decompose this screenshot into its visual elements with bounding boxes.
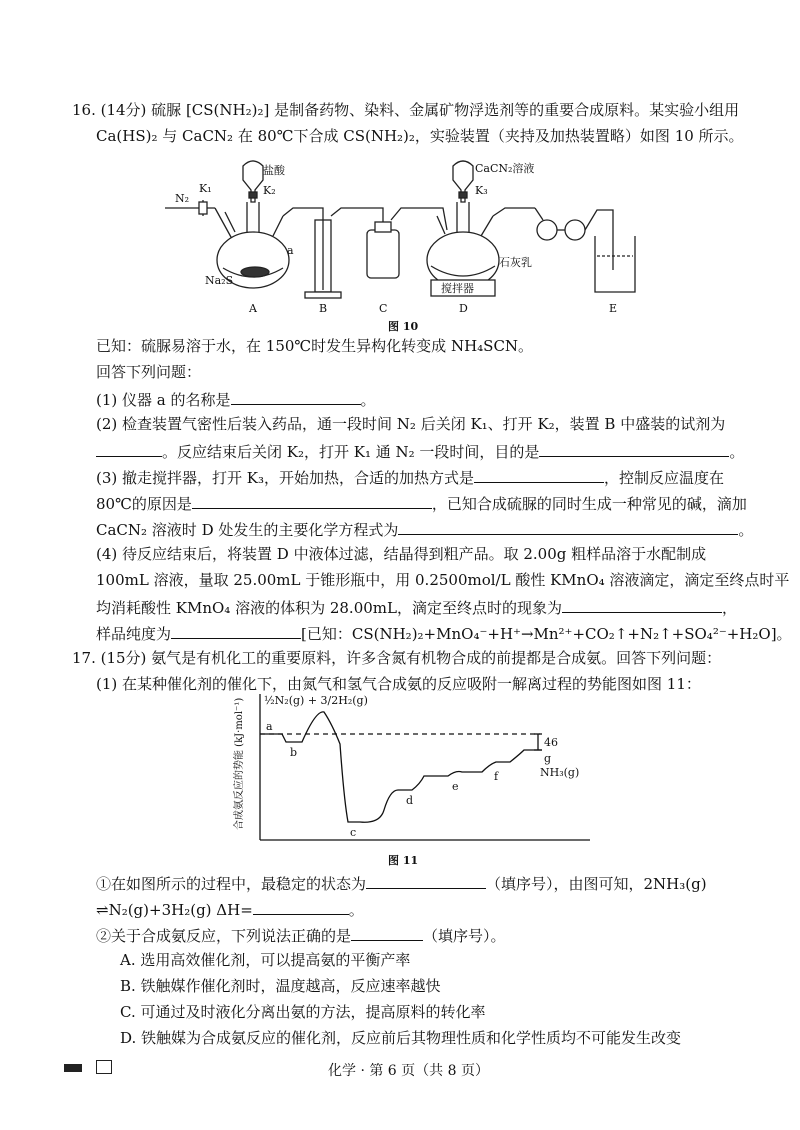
q16-p4-blank2[interactable] (171, 622, 301, 639)
option-b[interactable]: B. 铁触媒作催化剂时，温度越高，反应速率越快 (120, 977, 441, 995)
q16-p4c-end: ， (721, 599, 737, 617)
q16-p4d (96, 622, 792, 644)
q16-p3a (96, 466, 724, 488)
state-f: f (494, 770, 499, 783)
state-c: c (350, 826, 357, 839)
q16-p3-blank2[interactable] (192, 492, 432, 509)
q16-p2-blank1[interactable] (96, 440, 162, 457)
label-C: C (379, 302, 388, 315)
energy-diagram-figure-11 (220, 690, 600, 850)
label-acid: 盐酸 (263, 164, 285, 177)
q16-p3a-text: (3) 撤走搅拌器，打开 K₃，开始加热，合适的加热方式是 (96, 469, 475, 487)
q16-p3b-text: 80℃的原因是 (96, 495, 192, 513)
label-k1: K₁ (199, 182, 212, 195)
state-e: e (452, 780, 459, 793)
option-d[interactable]: D. 铁触媒为合成氨反应的催化剂，反应前后其物理性质和化学性质均不可能发生改变 (120, 1029, 682, 1047)
q16-p2-blank2[interactable] (539, 440, 729, 457)
q17-q1a-text: ①在如图所示的过程中，最稳定的状态为 (96, 875, 367, 893)
state-d: d (406, 794, 414, 807)
label-A: A (249, 302, 257, 315)
label-cacn2: CaCN₂溶液 (475, 162, 535, 175)
q17-q1a-mid: （填序号），由图可知，2NH₃(g) (486, 875, 707, 893)
q17-q1a-blank[interactable] (366, 872, 486, 889)
label-E: E (609, 302, 618, 315)
label-B: B (319, 302, 328, 315)
label-k2: K₂ (263, 184, 276, 197)
label-n2: N₂ (175, 192, 190, 205)
q16-p1-end: 。 (360, 391, 376, 409)
q16-p3b-end: ，已知合成硫脲的同时生成一种常见的碱，滴加 (431, 495, 747, 513)
q17-q1b (96, 898, 364, 920)
q16-p2-end: 。 (729, 443, 745, 461)
q16-header: 16. (14分) 硫脲 [CS(NH₂)₂] 是制备药物、染料、金属矿物浮选剂等的重要合成原料。某实验小组用 (72, 101, 740, 119)
q17-header: 17. (15分) 氨气是有机化工的重要原料，许多含氮有机物合成的前提都是合成氨。回答下列问题： (72, 649, 722, 667)
label-D: D (459, 302, 468, 315)
option-c[interactable]: C. 可通过及时液化分离出氨的方法，提高原料的转化率 (120, 1003, 486, 1021)
figure-11-caption: 图 11 (388, 854, 419, 867)
final-label: NH₃(g) (540, 766, 580, 779)
q17-q1a (96, 872, 707, 894)
footer-mark (64, 1064, 82, 1072)
footer-box-icon (96, 1060, 112, 1074)
q16-p4a: (4) 待反应结束后，将装置 D 中液体过滤，结晶得到粗产品。取 2.00g 粗样品溶于水配制成 (96, 545, 707, 563)
q16-p3c-text: CaCN₂ 溶液时 D 处发生的主要化学方程式为 (96, 521, 399, 539)
q17-q2 (96, 924, 506, 946)
q17-q1b-text: ⇌N₂(g)+3H₂(g) ΔH= (96, 901, 253, 919)
energy-curve (260, 712, 542, 822)
q17-q1b-end: 。 (348, 901, 364, 919)
q16-p4d-end: [已知：CS(NH₂)₂+MnO₄⁻+H⁺→Mn²⁺+CO₂↑+N₂↑+SO₄²⁻+H₂O]。 (301, 625, 792, 643)
q16-p2a: (2) 检查装置气密性后装入药品，通一段时间 N₂ 后关闭 K₁、打开 K₂，装置 B 中盛装的试剂为 (96, 415, 726, 433)
page-footer: 化学 · 第 6 页（共 8 页） (328, 1063, 489, 1079)
q16-p3b (96, 492, 747, 514)
label-stirrer: 搅拌器 (441, 282, 474, 295)
q17-q2-text: ②关于合成氨反应，下列说法正确的是 (96, 927, 352, 945)
q16-p3c (96, 518, 753, 540)
q16-p4d-text: 样品纯度为 (96, 625, 172, 643)
q16-p1-text: (1) 仪器 a 的名称是 (96, 391, 231, 409)
q16-p1 (96, 388, 376, 410)
q16-p4c (96, 596, 737, 618)
q16-p2b (96, 440, 744, 462)
y-axis-label: 合成氨反应的势能 (kJ·mol⁻¹) (234, 697, 245, 830)
q16-p3-blank1[interactable] (474, 466, 604, 483)
q16-p3a-end: ，控制反应温度在 (604, 469, 725, 487)
label-a: a (287, 244, 294, 257)
q16-prompt: 回答下列问题： (96, 363, 202, 381)
state-a: a (266, 720, 273, 733)
q16-known: 已知：硫脲易溶于水，在 150℃时发生异构化转变成 NH₄SCN。 (96, 337, 534, 355)
q16-p4-blank1[interactable] (562, 596, 722, 613)
label-na2s: Na₂S (205, 274, 234, 287)
label-lime: 石灰乳 (499, 256, 532, 269)
figure-10-caption: 图 10 (388, 320, 419, 333)
q17-q2-blank[interactable] (351, 924, 423, 941)
q16-line2: Ca(HS)₂ 与 CaCN₂ 在 80℃下合成 CS(NH₂)₂，实验装置（夹持及加热装置略）如图 10 所示。 (96, 127, 744, 145)
q16-p1-blank[interactable] (231, 388, 361, 405)
gap-value: 46 (544, 736, 558, 749)
state-g: g (544, 752, 552, 765)
q17-q2-end: （填序号）。 (423, 927, 506, 945)
apparatus-figure-10 (165, 160, 645, 320)
q16-p4c-text: 均消耗酸性 KMnO₄ 溶液的体积为 28.00mL，滴定至终点时的现象为 (96, 599, 562, 617)
q17-q1b-blank[interactable] (253, 898, 349, 915)
q16-p3c-end: 。 (738, 521, 754, 539)
label-k3: K₃ (475, 184, 488, 197)
state-b: b (290, 746, 298, 759)
q17-p1: (1) 在某种催化剂的催化下，由氮气和氢气合成氨的反应吸附一解离过程的势能图如图 11： (96, 675, 701, 693)
option-a[interactable]: A. 选用高效催化剂，可以提高氨的平衡产率 (120, 951, 411, 969)
q16-p3-blank3[interactable] (398, 518, 738, 535)
q16-p4b: 100mL 溶液，量取 25.00mL 于锥形瓶中，用 0.2500mol/L 酸性 KMnO₄ 溶液滴定，滴定至终点时平 (96, 571, 790, 589)
q16-p2b-text: 。反应结束后关闭 K₂，打开 K₁ 通 N₂ 一段时间，目的是 (162, 443, 540, 461)
top-label: ½N₂(g) + 3/2H₂(g) (264, 694, 368, 707)
